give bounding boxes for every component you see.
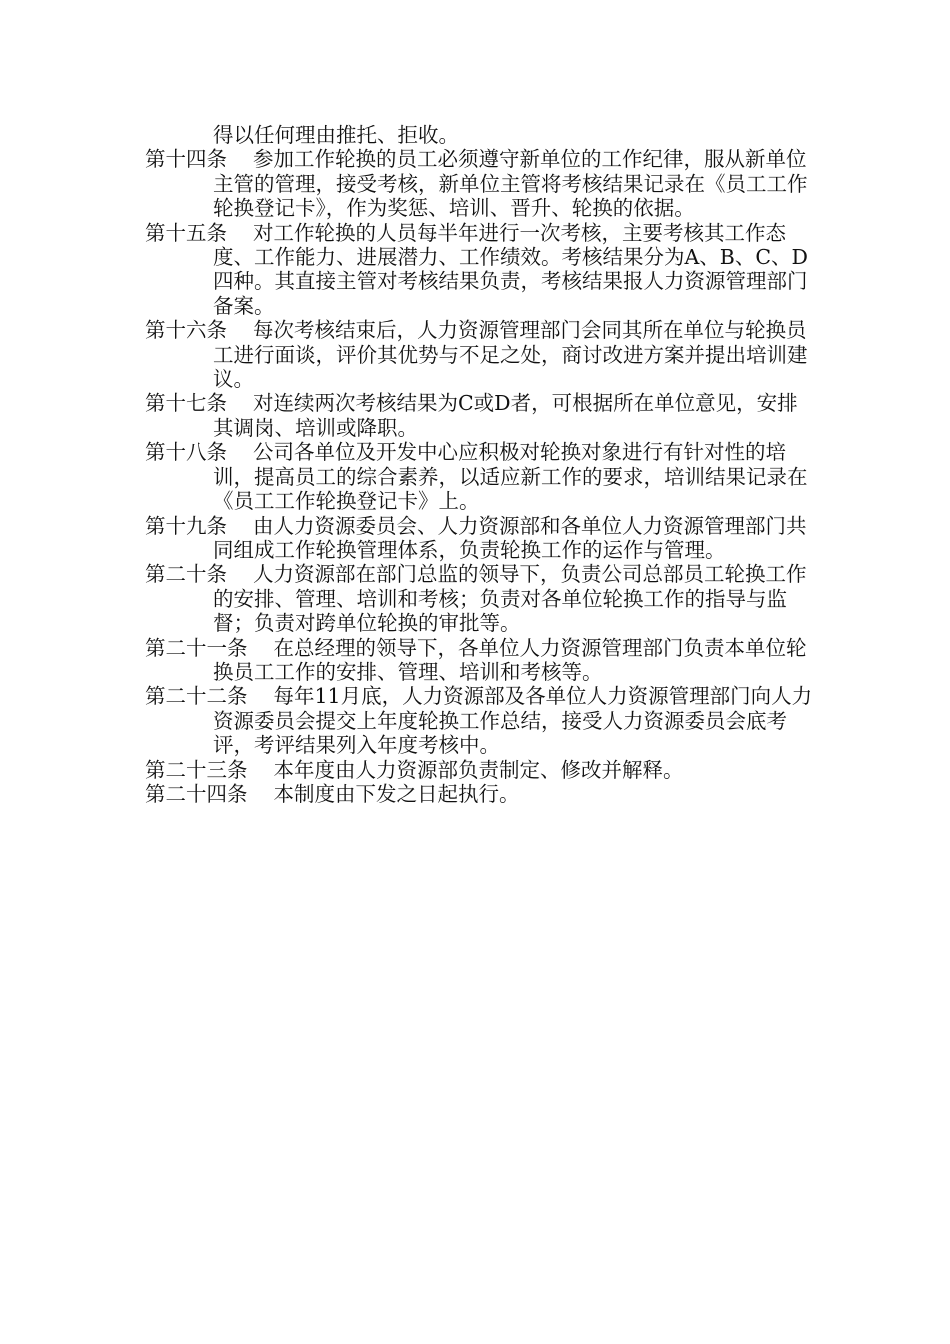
article-text: 每次考核结束后，人力资源管理部门会同其所在单位与轮换员工进行面谈，评价其优势与不足之处，商讨改进方案并提出培训建议。 — [213, 318, 808, 392]
article-16 — [145, 318, 815, 391]
article-text: 在总经理的领导下，各单位人力资源管理部门负责本单位轮换员工工作的安排、管理、培训和考核等。 — [213, 635, 807, 684]
article-text: 人力资源部在部门总监的领导下，负责公司总部员工轮换工作的安排、管理、培训和考核；负责对各单位轮换工作的指导与监督；负责对跨单位轮换的审批等。 — [213, 562, 807, 636]
article-text: 对连续两次考核结果为C或D者，可根据所在单位意见，安排其调岗、培训或降职。 — [213, 391, 798, 440]
article-text: 对工作轮换的人员每半年进行一次考核，主要考核其工作态度、工作能力、进展潜力、工作绩效。考核结果分为A、B、C、D四种。其直接主管对考核结果负责，考核结果报人力资源管理部门备案。 — [213, 220, 808, 318]
article-17 — [145, 391, 815, 440]
article-20 — [145, 562, 815, 635]
article-text: 每年11月底，人力资源部及各单位人力资源管理部门向人力资源委员会提交上年度轮换工作总结，接受人力资源委员会底考评，考评结果列入年度考核中。 — [213, 684, 813, 758]
article-text: 本年度由人力资源部负责制定、修改并解释。 — [273, 757, 684, 782]
article-24 — [145, 782, 815, 806]
article-18 — [145, 440, 815, 513]
continuation-text: 得以任何理由推托、拒收。 — [213, 123, 459, 147]
article-22 — [145, 684, 815, 757]
article-23 — [145, 758, 815, 782]
article-number: 第十九条 — [145, 513, 227, 538]
article-number: 第十七条 — [145, 391, 227, 416]
article-15 — [145, 221, 815, 319]
article-number: 第二十四条 — [145, 781, 248, 806]
article-number: 第二十三条 — [145, 757, 248, 782]
article-text: 本制度由下发之日起执行。 — [273, 781, 520, 806]
article-text: 参加工作轮换的员工必须遵守新单位的工作纪律，服从新单位主管的管理，接受考核，新单位主管将考核结果记录在《员工工作轮换登记卡》，作为奖惩、培训、晋升、轮换的依据。 — [213, 147, 808, 221]
article-text: 公司各单位及开发中心应积极对轮换对象进行有针对性的培训，提高员工的综合素养，以适应新工作的要求，培训结果记录在《员工工作轮换登记卡》上。 — [213, 440, 808, 514]
article-number: 第十六条 — [145, 318, 227, 343]
article-number: 第十四条 — [145, 147, 227, 172]
article-19 — [145, 514, 815, 563]
document-body — [145, 123, 815, 806]
article-number: 第二十条 — [145, 562, 227, 587]
article-14 — [145, 147, 815, 220]
article-number: 第十八条 — [145, 440, 227, 465]
article-number: 第二十二条 — [145, 684, 248, 709]
article-number: 第十五条 — [145, 220, 227, 245]
article-21 — [145, 636, 815, 685]
article-number: 第二十一条 — [145, 635, 248, 660]
article-text: 由人力资源委员会、人力资源部和各单位人力资源管理部门共同组成工作轮换管理体系，负责轮换工作的运作与管理。 — [213, 513, 807, 562]
